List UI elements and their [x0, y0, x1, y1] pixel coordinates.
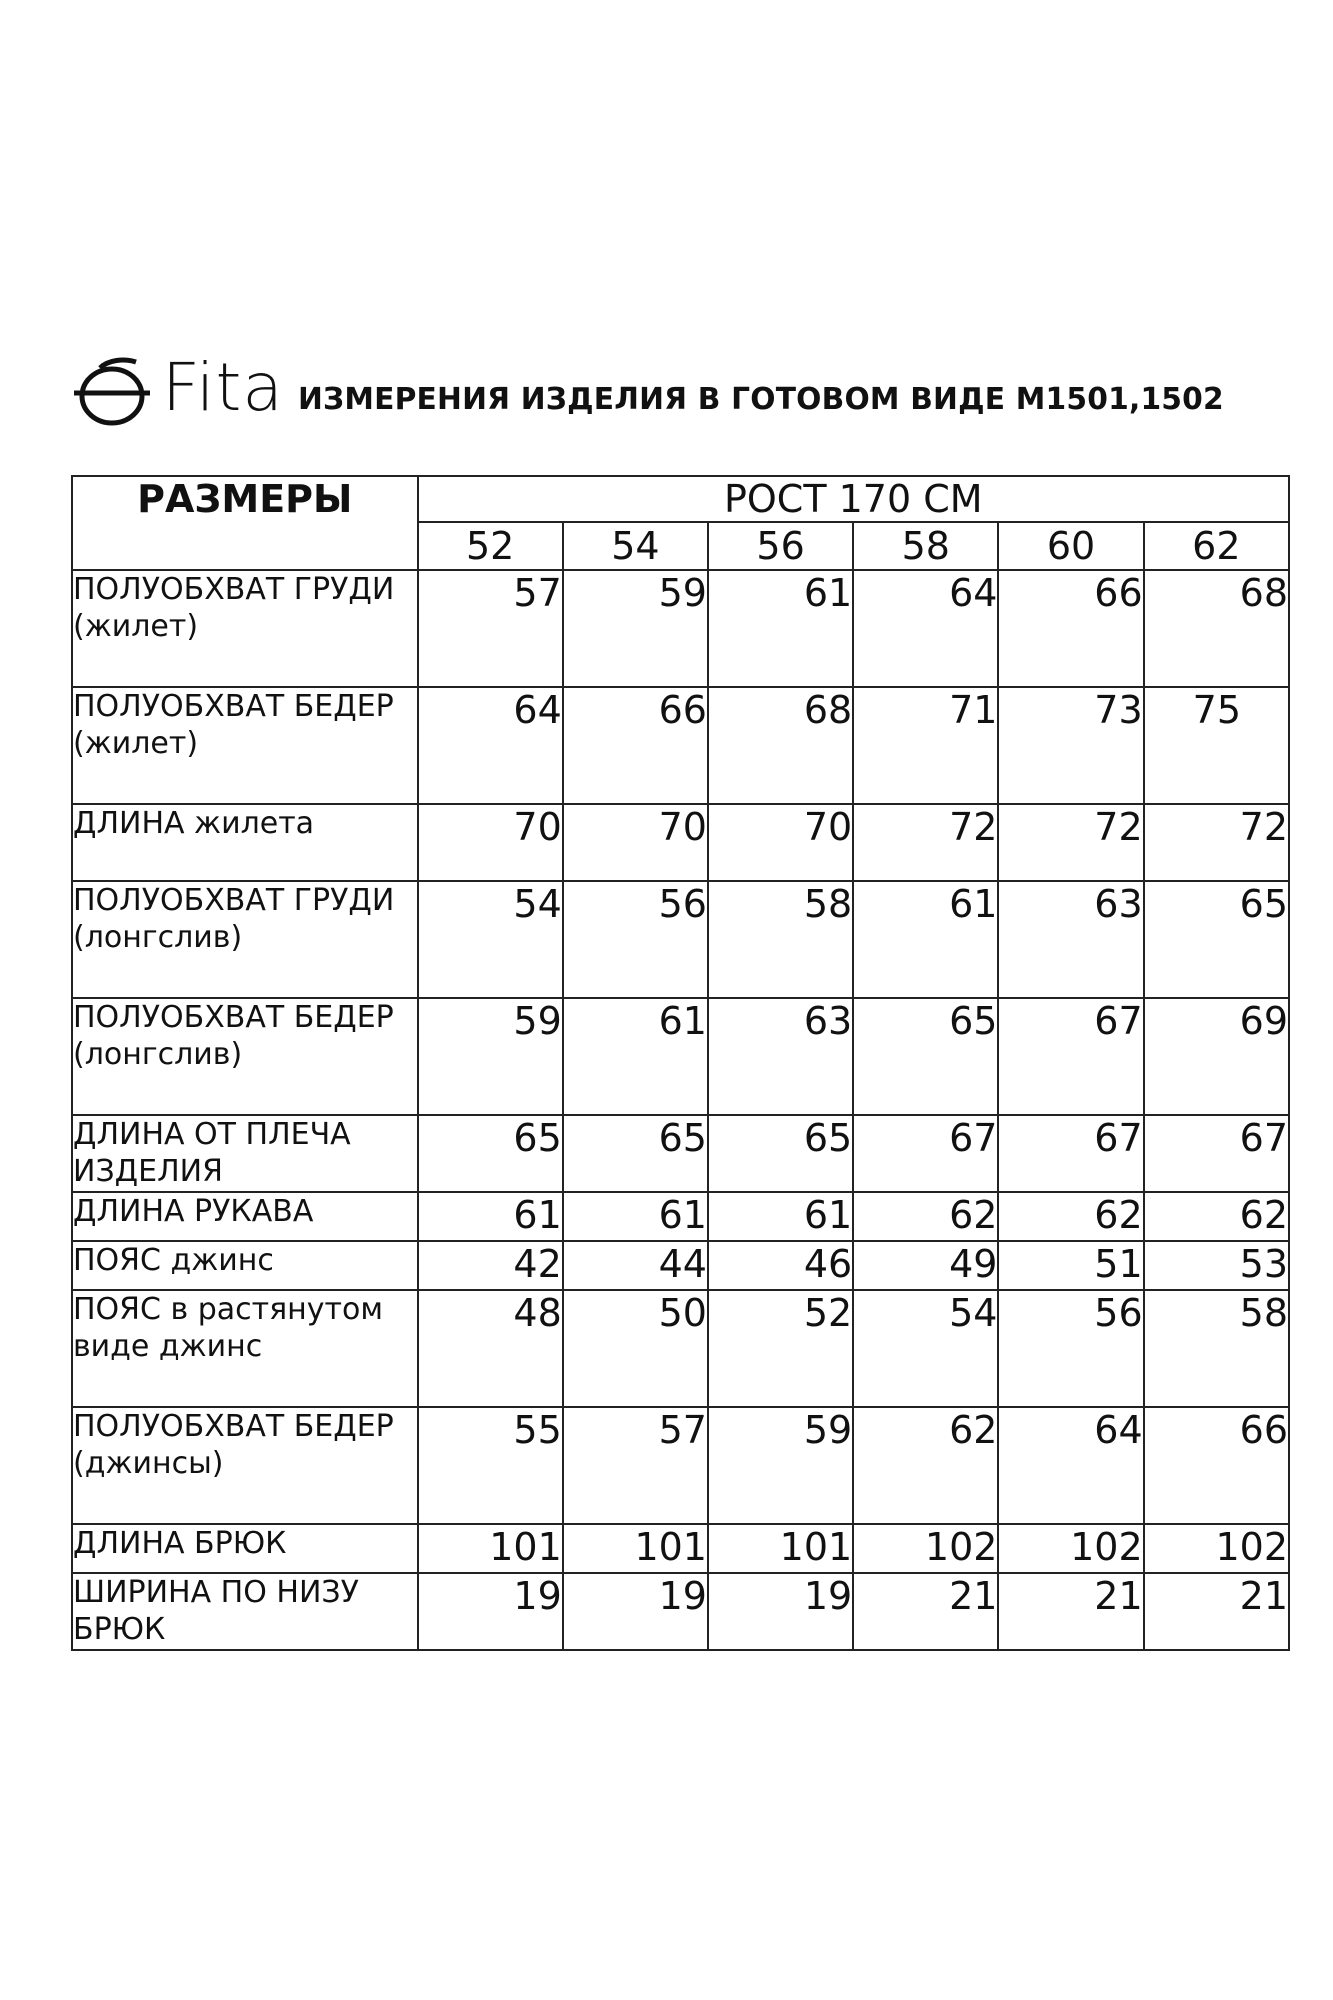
cell-value: 50 — [563, 1290, 708, 1407]
cell-value: 56 — [563, 881, 708, 998]
cell-value: 42 — [418, 1241, 563, 1290]
sizes-header: РАЗМЕРЫ — [72, 476, 418, 570]
brand-logo — [70, 349, 285, 432]
cell-value: 57 — [418, 570, 563, 687]
cell-value: 101 — [563, 1524, 708, 1573]
cell-value: 64 — [853, 570, 998, 687]
cell-value: 66 — [1144, 1407, 1289, 1524]
size-chart-table — [71, 475, 1290, 1651]
cell-value: 61 — [563, 998, 708, 1115]
cell-value: 61 — [708, 1192, 853, 1241]
table-row — [72, 998, 1289, 1115]
size-header-56: 56 — [708, 522, 853, 570]
table-row — [72, 1407, 1289, 1524]
cell-value: 54 — [853, 1290, 998, 1407]
cell-value: 46 — [708, 1241, 853, 1290]
cell-value: 62 — [853, 1192, 998, 1241]
cell-value: 61 — [708, 570, 853, 687]
page-header — [70, 349, 1290, 432]
cell-value: 51 — [998, 1241, 1143, 1290]
cell-value: 67 — [998, 1115, 1143, 1192]
size-header-54: 54 — [563, 522, 708, 570]
cell-value: 67 — [998, 998, 1143, 1115]
row-label: ДЛИНА жилета — [72, 804, 418, 881]
cell-value: 19 — [563, 1573, 708, 1650]
height-header: РОСТ 170 СМ — [418, 476, 1289, 522]
brand-name: Fita — [162, 349, 284, 426]
row-label: ПОЛУОБХВАТ БЕДЕР (джинсы) — [72, 1407, 418, 1524]
cell-value: 59 — [708, 1407, 853, 1524]
table-row — [72, 1241, 1289, 1290]
cell-value: 71 — [853, 687, 998, 804]
cell-value: 66 — [563, 687, 708, 804]
cell-value: 58 — [708, 881, 853, 998]
row-label: ПОЛУОБХВАТ ГРУДИ (жилет) — [72, 570, 418, 687]
row-label: ДЛИНА ОТ ПЛЕЧА ИЗДЕЛИЯ — [72, 1115, 418, 1192]
cell-value: 63 — [998, 881, 1143, 998]
table-row — [72, 1115, 1289, 1192]
cell-value: 21 — [853, 1573, 998, 1650]
cell-value: 68 — [708, 687, 853, 804]
table-row — [72, 1573, 1289, 1650]
cell-value: 65 — [418, 1115, 563, 1192]
table-body — [72, 570, 1289, 1650]
cell-value: 72 — [853, 804, 998, 881]
cell-value: 53 — [1144, 1241, 1289, 1290]
cell-value: 52 — [708, 1290, 853, 1407]
size-header-52: 52 — [418, 522, 563, 570]
row-label: ШИРИНА ПО НИЗУ БРЮК — [72, 1573, 418, 1650]
size-header-62: 62 — [1144, 522, 1289, 570]
cell-value: 101 — [708, 1524, 853, 1573]
table-row — [72, 804, 1289, 881]
cell-value: 65 — [563, 1115, 708, 1192]
cell-value: 70 — [563, 804, 708, 881]
row-label: ДЛИНА БРЮК — [72, 1524, 418, 1573]
table-row — [72, 570, 1289, 687]
cell-value: 55 — [418, 1407, 563, 1524]
row-label: ПОЯС джинс — [72, 1241, 418, 1290]
cell-value: 57 — [563, 1407, 708, 1524]
cell-value: 62 — [1144, 1192, 1289, 1241]
cell-value: 70 — [708, 804, 853, 881]
cell-value: 59 — [418, 998, 563, 1115]
cell-value: 19 — [418, 1573, 563, 1650]
table-row — [72, 1290, 1289, 1407]
cell-value: 101 — [418, 1524, 563, 1573]
fita-logo-icon — [70, 352, 160, 432]
cell-value: 65 — [708, 1115, 853, 1192]
cell-value: 66 — [998, 570, 1143, 687]
cell-value: 65 — [1144, 881, 1289, 998]
cell-value: 68 — [1144, 570, 1289, 687]
row-label: ДЛИНА РУКАВА — [72, 1192, 418, 1241]
cell-value: 64 — [998, 1407, 1143, 1524]
table-row — [72, 687, 1289, 804]
cell-value: 65 — [853, 998, 998, 1115]
cell-value: 73 — [998, 687, 1143, 804]
cell-value: 64 — [418, 687, 563, 804]
table-header-row-height — [72, 476, 1289, 522]
cell-value: 63 — [708, 998, 853, 1115]
cell-value: 59 — [563, 570, 708, 687]
row-label: ПОЛУОБХВАТ БЕДЕР (лонгслив) — [72, 998, 418, 1115]
row-label: ПОЛУОБХВАТ ГРУДИ (лонгслив) — [72, 881, 418, 998]
cell-value: 72 — [998, 804, 1143, 881]
cell-value: 21 — [998, 1573, 1143, 1650]
cell-value: 70 — [418, 804, 563, 881]
cell-value: 21 — [1144, 1573, 1289, 1650]
cell-value: 54 — [418, 881, 563, 998]
cell-value: 102 — [998, 1524, 1143, 1573]
size-header-60: 60 — [998, 522, 1143, 570]
size-header-58: 58 — [853, 522, 998, 570]
cell-value: 102 — [1144, 1524, 1289, 1573]
cell-value: 61 — [563, 1192, 708, 1241]
cell-value: 61 — [418, 1192, 563, 1241]
cell-value: 72 — [1144, 804, 1289, 881]
page-title: ИЗМЕРЕНИЯ ИЗДЕЛИЯ В ГОТОВОМ ВИДЕ М1501,1502 — [298, 382, 1224, 417]
cell-value: 67 — [853, 1115, 998, 1192]
cell-value: 48 — [418, 1290, 563, 1407]
cell-value: 58 — [1144, 1290, 1289, 1407]
cell-value: 62 — [998, 1192, 1143, 1241]
cell-value: 56 — [998, 1290, 1143, 1407]
table-row — [72, 1524, 1289, 1573]
cell-value: 69 — [1144, 998, 1289, 1115]
cell-value: 49 — [853, 1241, 998, 1290]
table-row — [72, 881, 1289, 998]
cell-value: 67 — [1144, 1115, 1289, 1192]
cell-value: 61 — [853, 881, 998, 998]
cell-value: 62 — [853, 1407, 998, 1524]
row-label: ПОЯС в растянутом виде джинс — [72, 1290, 418, 1407]
cell-value: 44 — [563, 1241, 708, 1290]
cell-value: 102 — [853, 1524, 998, 1573]
cell-value: 19 — [708, 1573, 853, 1650]
cell-value: 75 — [1144, 687, 1289, 804]
row-label: ПОЛУОБХВАТ БЕДЕР (жилет) — [72, 687, 418, 804]
table-row — [72, 1192, 1289, 1241]
